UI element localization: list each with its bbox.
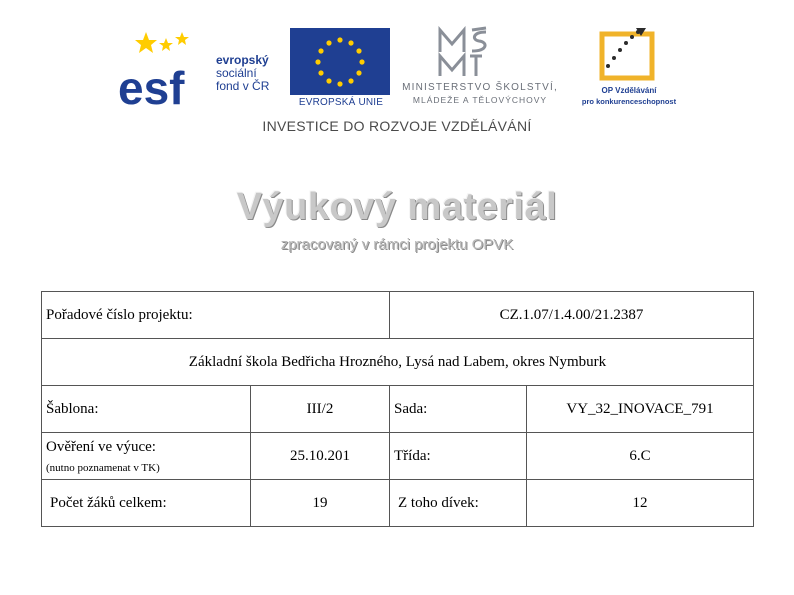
esf-text: [216, 54, 269, 93]
table-row: [42, 480, 754, 527]
overeni-value: 25.10.201: [251, 433, 390, 480]
svg-text:esf: esf: [118, 62, 185, 108]
sada-value: VY_32_INOVACE_791: [527, 386, 754, 433]
esf-line3: fond v ČR: [216, 79, 270, 93]
table-row: [42, 339, 754, 386]
op-logo: [568, 26, 690, 110]
project-info-table: [41, 291, 754, 527]
op-line1: OP Vzdělávání: [601, 86, 657, 95]
eu-label: EVROPSKÁ UNIE: [298, 97, 384, 108]
esf-logo: [110, 24, 288, 110]
school-name: Základní škola Bedřicha Hrozného, Lysá nad Labem, okres Nymburk: [42, 339, 754, 386]
page-subtitle: zpracovaný v rámci projektu OPVK: [280, 236, 514, 253]
overeni-cell: [42, 433, 251, 480]
logo-strip: [110, 24, 690, 114]
sablona-label: Šablona:: [42, 386, 251, 433]
table-row: [42, 386, 754, 433]
page-title: Výukový materiál: [236, 186, 558, 228]
divek-value: 12: [527, 480, 754, 527]
overeni-label: Ověření ve výuce:: [46, 438, 156, 455]
esf-line2: sociální: [216, 66, 257, 80]
project-number-label: Pořadové číslo projektu:: [42, 292, 390, 339]
esf-line1: evropský: [216, 53, 269, 67]
msmt-line2: MLÁDEŽE A TĚLOVÝCHOVY: [412, 95, 548, 105]
overeni-note: (nutno poznamenat v TK): [46, 461, 160, 474]
eu-flag-icon: [290, 28, 390, 95]
esf-mark-icon: [116, 28, 212, 108]
msmt-mark-icon: [434, 26, 524, 80]
sada-label: Sada:: [390, 386, 527, 433]
pocet-label: Počet žáků celkem:: [42, 480, 251, 527]
table-row: [42, 292, 754, 339]
eu-logo: [290, 28, 392, 110]
trida-label: Třída:: [390, 433, 527, 480]
msmt-line1: MINISTERSTVO ŠKOLSTVÍ,: [402, 82, 558, 93]
table-row: [42, 433, 754, 480]
sablona-value: III/2: [251, 386, 390, 433]
pocet-value: 19: [251, 480, 390, 527]
op-line2: pro konkurenceschopnost: [581, 97, 677, 106]
divek-label: Z toho dívek:: [390, 480, 527, 527]
op-mark-icon: [594, 26, 660, 82]
msmt-logo: [396, 26, 564, 110]
project-number-value: CZ.1.07/1.4.00/21.2387: [390, 292, 754, 339]
trida-value: 6.C: [527, 433, 754, 480]
investice-banner: INVESTICE DO ROZVOJE VZDĚLÁVÁNÍ: [262, 118, 532, 134]
